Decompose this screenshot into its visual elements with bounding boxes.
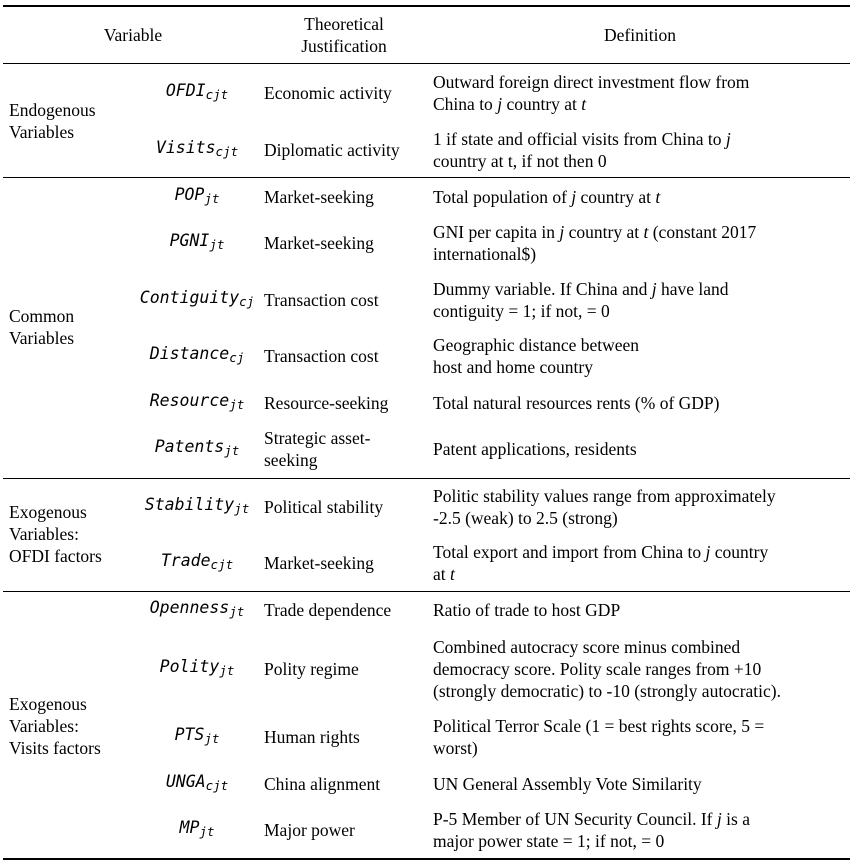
group-label-line: Variables [9,328,75,348]
top-rule [3,5,850,7]
group-rule-2 [3,478,850,479]
definition-text: China to j country at t [433,94,587,114]
definition-text: Geographic distance between [433,335,640,355]
variable-name: UNGA [165,772,206,791]
group-label-line: Variables: [9,716,79,736]
justification-text: Major power [264,820,355,840]
justification-text: Polity regime [264,659,359,679]
variable-symbol [161,550,233,573]
justification-text: Economic activity [264,83,392,103]
definition-text: UN General Assembly Vote Similarity [433,774,702,794]
definition-text: contiguity = 1; if not, = 0 [433,301,610,321]
variable-name: Polity [159,657,220,676]
variable-name: POP [174,185,205,204]
variable-name: Visits [155,138,216,157]
definition-text: host and home country [433,357,593,377]
group-label-line: Endogenous [9,100,96,120]
definition-text: Total natural resources rents (% of GDP) [433,393,720,413]
definition-text: (strongly democratic) to -10 (strongly autocratic). [433,681,781,701]
definition-text: GNI per capita in j country at t (constant 2017 [433,222,757,242]
definition-text: Total export and import from China to j country [433,542,769,562]
justification-text: Market-seeking [264,233,374,253]
definition-text: Political Terror Scale (1 = best rights score, 5 = [433,716,765,736]
variable-subscript: cjt [205,778,229,793]
justification-text: Political stability [264,497,384,517]
variable-name: Contiguity [139,288,240,307]
variable-subscript: cj [239,294,255,309]
definition-text: democracy score. Polity scale ranges from +10 [433,659,762,679]
justification-text: Strategic asset- [264,428,371,448]
header-justification-line2: Justification [301,36,387,56]
variable-subscript: jt [204,191,220,206]
variable-symbol [150,343,245,366]
group-label-line: Exogenous [9,502,87,522]
variable-subscript: jt [229,604,245,619]
definition-text: Dummy variable. If China and j have land [433,279,729,299]
variable-symbol [180,817,215,840]
variable-symbol [145,494,249,517]
definition-text: Outward foreign direct investment flow from [433,72,750,92]
variable-name: PGNI [169,231,210,250]
definition-text: country at t, if not then 0 [433,151,607,171]
justification-text: Market-seeking [264,553,374,573]
definition-text: -2.5 (weak) to 2.5 (strong) [433,508,618,528]
variable-symbol [166,80,228,103]
justification-text: Diplomatic activity [264,140,400,160]
variable-subscript: cjt [205,87,229,102]
variable-subscript: jt [219,663,235,678]
bottom-rule [3,858,850,860]
variable-subscript: cjt [210,557,234,572]
group-label-line: OFDI factors [9,546,102,566]
justification-text: Trade dependence [264,600,392,620]
definition-text: worst) [433,738,478,758]
justification-text: Market-seeking [264,187,374,207]
header-definition: Definition [604,25,676,45]
variable-name: Patents [154,437,225,456]
header-justification-line1: Theoretical [304,14,384,34]
group-label-line: Variables: [9,524,79,544]
variable-symbol [140,287,254,310]
variable-subscript: jt [229,397,245,412]
variable-symbol [175,184,220,207]
definition-text: Patent applications, residents [433,439,637,459]
variable-name: Distance [149,344,230,363]
variable-symbol [156,137,238,160]
group-rule-1 [3,177,850,178]
variable-subscript: jt [234,501,250,516]
variable-subscript: jt [204,731,220,746]
variable-name: MP [179,818,200,837]
definition-text: major power state = 1; if not, = 0 [433,831,665,851]
group-label-line: Visits factors [9,738,101,758]
definition-text: P-5 Member of UN Security Council. If j is a [433,809,750,829]
justification-text: Transaction cost [264,346,379,366]
definition-text: 1 if state and official visits from China to j [433,129,731,149]
variable-name: Stability [144,495,235,514]
variable-name: PTS [174,725,205,744]
variable-subscript: jt [209,237,225,252]
justification-text: Resource-seeking [264,393,389,413]
variable-symbol [170,230,225,253]
group-label-line: Common [9,306,75,326]
variable-subscript: cj [229,350,245,365]
variable-name: Openness [149,598,230,617]
definition-text: Total population of j country at t [433,187,661,207]
variable-name: OFDI [165,81,206,100]
variable-symbol [150,597,245,620]
group-rule-3 [3,591,850,592]
justification-text: China alignment [264,774,381,794]
justification-text: Human rights [264,727,360,747]
definition-text: Combined autocracy score minus combined [433,637,741,657]
variable-symbol [150,390,245,413]
variable-symbol [166,771,228,794]
variable-subscript: jt [199,824,215,839]
variable-subscript: cjt [215,144,239,159]
justification-text: seeking [264,450,318,470]
definition-text: at t [433,564,455,584]
group-label-line: Exogenous [9,694,87,714]
justification-text: Transaction cost [264,290,379,310]
group-label-line: Variables [9,122,75,142]
variable-name: Trade [160,551,211,570]
variable-subscript: jt [224,443,240,458]
definition-text: Politic stability values range from approximately [433,486,776,506]
definition-text: Ratio of trade to host GDP [433,600,621,620]
header-variable: Variable [103,25,163,45]
variable-symbol [160,656,235,679]
variable-name: Resource [149,391,230,410]
definition-text: international$) [433,244,537,264]
header-rule [3,63,850,64]
variable-symbol [175,724,220,747]
variable-symbol [155,436,240,459]
